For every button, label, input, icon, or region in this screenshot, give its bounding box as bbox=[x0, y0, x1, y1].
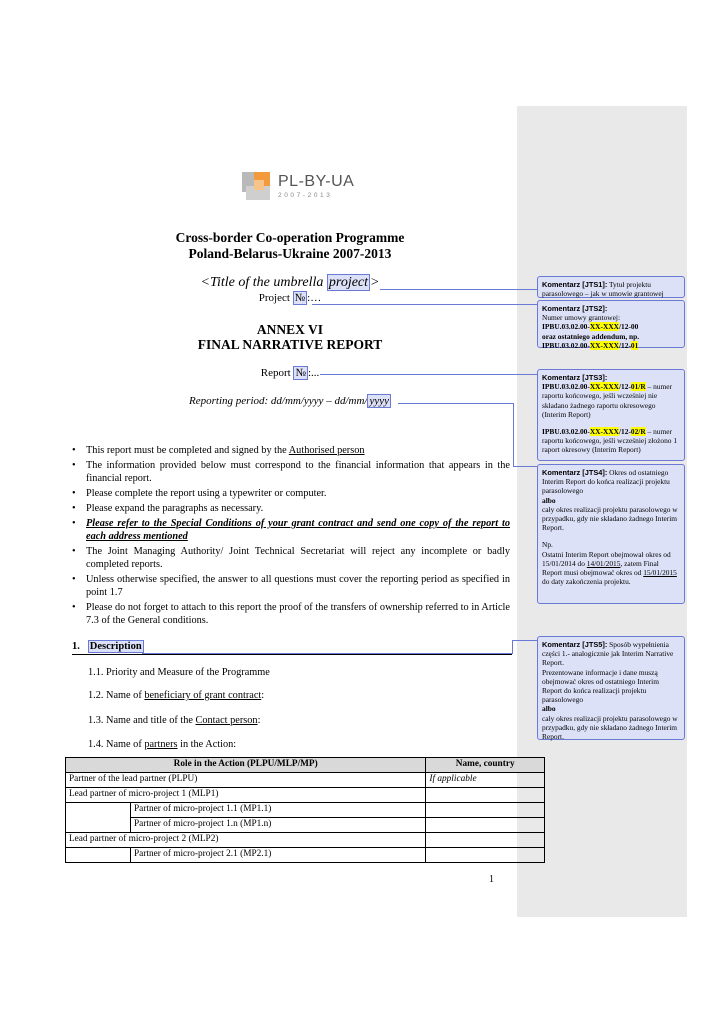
logo-mark-icon bbox=[240, 170, 274, 204]
table-cell[interactable] bbox=[426, 788, 545, 803]
comment-text: Prezentowane informacje i dane muszą obejmować okres od ostatniego Interim Report do końca realizacji projektu parasolowego bbox=[542, 667, 659, 705]
programme-title-line1: Cross-border Co-operation Programme bbox=[175, 230, 405, 245]
table-cell bbox=[66, 848, 131, 863]
table-row bbox=[66, 773, 545, 788]
subsection-1-1: 1.1. Priority and Measure of the Programme bbox=[88, 667, 270, 678]
comment-text: Tytuł projektu parasolowego – jak w umowie grantowej bbox=[542, 280, 664, 299]
table-cell[interactable] bbox=[426, 803, 545, 818]
page-number: 1 bbox=[489, 874, 494, 885]
table-header-role: Role in the Action (PLPU/MLP/MP) bbox=[66, 758, 426, 773]
table-row bbox=[66, 848, 545, 863]
logo-years: 2007-2013 bbox=[278, 192, 333, 199]
partners-link[interactable]: partners bbox=[144, 739, 178, 750]
list-item: • This report must be completed and signed by the Authorised person bbox=[72, 444, 510, 457]
report-title: FINAL NARRATIVE REPORT bbox=[197, 337, 383, 352]
reporting-period-mark[interactable]: yyyy bbox=[369, 395, 389, 407]
project-number-label: Project bbox=[258, 292, 293, 304]
comment-title: Komentarz [JTS2]: bbox=[542, 304, 608, 313]
reporting-period-text: Reporting period: dd/mm/yyyy – dd/mm/ bbox=[189, 395, 368, 407]
table-cell: Partner of the lead partner (PLPU) bbox=[66, 773, 426, 788]
comment-text: Np. bbox=[542, 540, 553, 550]
report-number-mark[interactable]: № bbox=[295, 367, 306, 379]
comment-text: IPBU.03.02.00-XX-XXX/12-02/R – numer raportu końcowego, jeśli wcześniej złożono 1 raport okresowy (Interim Report) bbox=[542, 427, 678, 455]
table-cell: Partner of micro-project 2.1 (MP2.1) bbox=[131, 848, 426, 863]
umbrella-project-mark[interactable]: project bbox=[328, 275, 369, 290]
section-title[interactable]: Description bbox=[89, 641, 142, 652]
comment-title: Komentarz [JTS5]: bbox=[542, 640, 608, 649]
table-cell[interactable]: If applicable bbox=[426, 773, 545, 788]
project-number-post: :… bbox=[307, 292, 322, 304]
comment-jts2[interactable] bbox=[537, 300, 685, 348]
comment-connector bbox=[513, 403, 514, 466]
comment-connector bbox=[380, 289, 537, 290]
list-item: • Please refer to the Special Conditions of your grant contract and send one copy of the report to each address mentioned bbox=[72, 517, 510, 543]
comment-text: Numer umowy grantowej: bbox=[542, 313, 620, 323]
comment-text: Okres od ostatniego Interim Report do końca realizacji projektu parasolowego bbox=[542, 468, 670, 496]
comment-connector bbox=[512, 640, 537, 641]
table-header-name: Name, country bbox=[426, 758, 545, 773]
project-number[interactable] bbox=[60, 292, 520, 304]
comment-text: Ostatni Interim Report obejmował okres od 15/01/2014 do 14/01/2015, zatem Final Report musi obejmować okres od 15/01/2015 do daty zakończenia projektu. bbox=[542, 549, 677, 587]
comment-text: albo bbox=[542, 495, 556, 505]
beneficiary-link[interactable]: beneficiary of grant contract bbox=[144, 690, 262, 701]
contact-person-link[interactable]: Contact person bbox=[195, 715, 258, 726]
comment-text: Sposób wypełnienia części 1.- analogicznie jak Interim Narrative Report. bbox=[542, 640, 674, 668]
comment-title: Komentarz [JTS4]: bbox=[542, 468, 608, 477]
section-number: 1. bbox=[72, 641, 80, 652]
comment-connector bbox=[398, 403, 513, 404]
list-item: • Please do not forget to attach to this report the proof of the transfers of ownership referred to in Article 7.3 of the General conditions. bbox=[72, 601, 510, 627]
table-row bbox=[66, 833, 545, 848]
table-cell[interactable] bbox=[426, 848, 545, 863]
annex-title: ANNEX VI bbox=[256, 322, 324, 337]
table-row bbox=[66, 818, 545, 833]
subsection-1-4: 1.4. Name of partners in the Action: bbox=[88, 739, 237, 750]
table-cell bbox=[66, 803, 131, 818]
table-row bbox=[66, 788, 545, 803]
comment-connector bbox=[312, 304, 537, 305]
table-cell: Partner of micro-project 1.n (MP1.n) bbox=[131, 818, 426, 833]
table-cell[interactable] bbox=[426, 833, 545, 848]
programme-logo bbox=[240, 170, 370, 206]
comment-connector bbox=[512, 640, 513, 654]
authorised-person-link[interactable]: Authorised person bbox=[288, 445, 365, 456]
comment-jts1[interactable] bbox=[537, 276, 685, 298]
subsection-1-2: 1.2. Name of beneficiary of grant contract: bbox=[88, 690, 265, 701]
report-number-post: :... bbox=[307, 367, 320, 379]
table-cell: Lead partner of micro-project 1 (MLP1) bbox=[66, 788, 426, 803]
comment-text: cały okres realizacji projektu parasolowego w przypadku, gdy nie składano żadnego Interim Report. bbox=[542, 713, 678, 742]
table-cell: Partner of micro-project 1.1 (MP1.1) bbox=[131, 803, 426, 818]
subsection-1-3: 1.3. Name and title of the Contact person: bbox=[88, 715, 261, 726]
comment-text: IPBU.03.02.00-XX-XXX/12-01/R – numer raportu końcowego, jeśli wcześniej nie składano żadnego raportu okresowego (Interim Report) bbox=[542, 382, 672, 419]
programme-title-line2: Poland-Belarus-Ukraine 2007-2013 bbox=[188, 246, 392, 261]
reporting-period[interactable] bbox=[60, 395, 520, 407]
list-item: • Please complete the report using a typewriter or computer. bbox=[72, 487, 510, 500]
comment-jts3[interactable] bbox=[537, 369, 685, 461]
table-cell bbox=[66, 818, 131, 833]
comment-jts4[interactable] bbox=[537, 464, 685, 604]
comment-text: cały okres realizacji projektu parasolowego w przypadku, gdy nie składano żadnego Interim Report. bbox=[542, 504, 678, 533]
section-heading bbox=[72, 641, 512, 655]
table-cell[interactable] bbox=[426, 818, 545, 833]
umbrella-post: > bbox=[370, 275, 380, 290]
comment-connector bbox=[320, 374, 537, 375]
report-number-label: Report bbox=[260, 367, 294, 379]
table-cell: Lead partner of micro-project 2 (MLP2) bbox=[66, 833, 426, 848]
table-header-row bbox=[66, 758, 545, 773]
comment-connector bbox=[513, 466, 537, 467]
table-row bbox=[66, 803, 545, 818]
partners-table bbox=[65, 757, 545, 863]
project-number-mark[interactable]: № bbox=[294, 292, 306, 304]
comment-text: IPBU.03.02.00-XX-XXX/12-00 bbox=[542, 322, 639, 332]
list-item: • Unless otherwise specified, the answer to all questions must cover the reporting period as specified in point 1.7 bbox=[72, 573, 510, 599]
comment-text: oraz ostatniego addendum, np. bbox=[542, 331, 640, 341]
comment-text: albo bbox=[542, 704, 556, 714]
list-item: • The information provided below must correspond to the financial information that appears in the financial report. bbox=[72, 459, 510, 485]
logo-name: PL-BY-UA bbox=[278, 173, 355, 190]
list-item: • The Joint Managing Authority/ Joint Technical Secretariat will reject any incomplete or badly completed reports. bbox=[72, 545, 510, 571]
report-number[interactable] bbox=[60, 367, 520, 379]
comment-title: Komentarz [JTS1]: bbox=[542, 280, 608, 289]
umbrella-pre: <Title of the umbrella bbox=[200, 275, 327, 290]
comment-text: IPBU.03.02.00-XX-XXX/12-01 bbox=[542, 340, 639, 350]
instructions-list bbox=[72, 444, 510, 629]
list-item: • Please expand the paragraphs as necessary. bbox=[72, 502, 510, 515]
comment-title: Komentarz [JTS3]: bbox=[542, 373, 608, 382]
comment-jts5[interactable] bbox=[537, 636, 685, 740]
